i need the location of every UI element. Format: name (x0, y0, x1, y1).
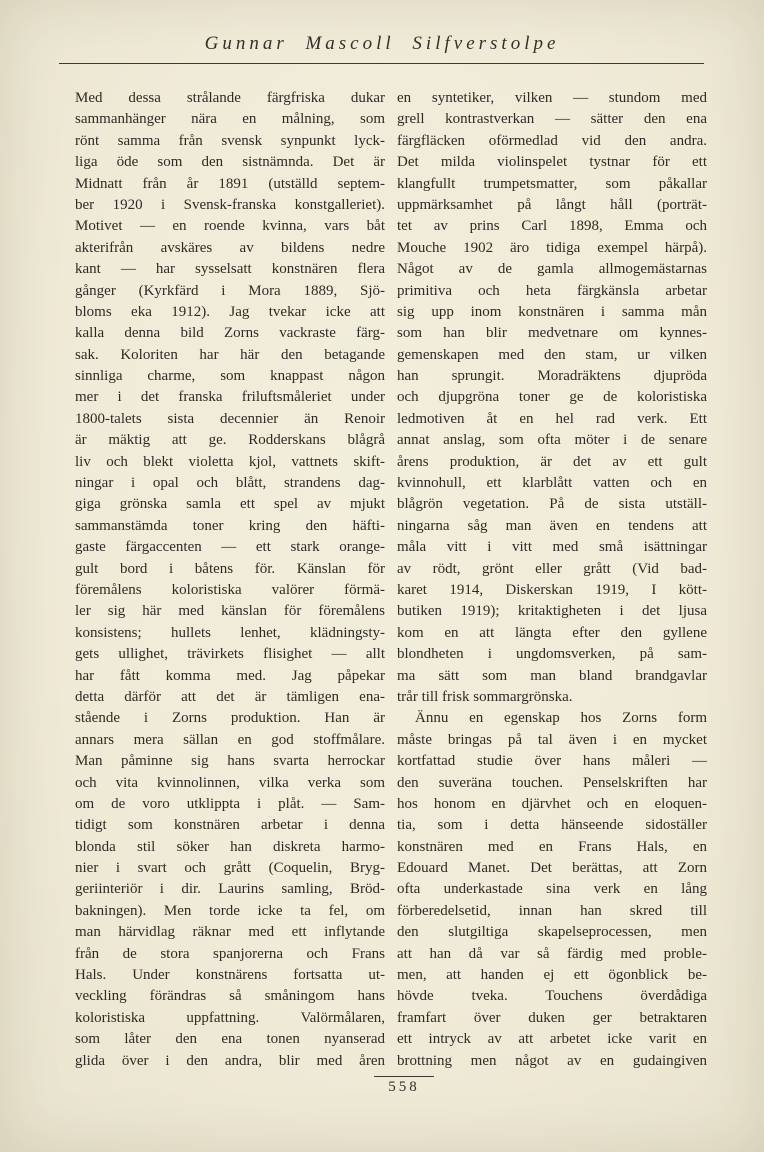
text-line: hövde tveka. Touchens överdådiga (397, 988, 707, 1005)
text-line: kom en att längta efter den gyllene (397, 624, 707, 641)
text-line: han sprungit. Moradräktens djupröda (397, 368, 707, 385)
text-line: klangfullt trumpetsmatter, som påkallar (397, 175, 707, 192)
text-line: mer i det franska friluftsmåleriet under (75, 389, 385, 406)
text-line: ler sig här med känslan för föremålens (75, 603, 385, 620)
text-line: blondheten i ungdomsverken, på sam- (397, 646, 707, 663)
text-line: karet 1914, Diskerskan 1919, I kött- (397, 581, 707, 598)
text-columns (75, 88, 707, 1072)
text-line: giga grönska samla ett spel av mjukt (75, 496, 385, 513)
text-line: blågrön vegetation. På de sista utställ- (397, 496, 707, 513)
text-line: Midnatt från år 1891 (utställd septem- (75, 175, 385, 192)
text-line: 1800-talets sista decennier än Renoir (75, 410, 385, 427)
text-line: kalla denna bild Zorns vackraste färg- (75, 325, 385, 342)
text-line: stående i Zorns produktion. Han är (75, 710, 385, 727)
text-line: bloms eka 1912). Jag tvekar icke att (75, 303, 385, 320)
text-line: konstnären med en Frans Hals, en (397, 838, 707, 855)
text-line: blonda stil söker han diskreta harmo- (75, 838, 385, 855)
text-line: av rödt, grönt eller grått (Vid bad- (397, 560, 707, 577)
page-number-rule (374, 1076, 434, 1077)
text-line: nier i svart och grått (Coquelin, Bryg- (75, 860, 385, 877)
text-line: gånger (Kyrkfärd i Mora 1889, Sjö- (75, 282, 385, 299)
running-head: Gunnar Mascoll Silfverstolpe (204, 33, 560, 54)
text-line: förberedelsetid, innan han skred till (397, 902, 707, 919)
text-line: liv och blekt violetta kjol, vattnets skift- (75, 453, 385, 470)
text-line: Mouche 1902 äro tidiga exempel härpå). (397, 239, 707, 256)
text-line: Något av de gamla allmogemästarnas (397, 261, 707, 278)
text-line: sig upp inom konstnären i samma mån (397, 303, 707, 320)
text-line: butiken 1919); kritaktigheten i det ljusa (397, 603, 707, 620)
text-line: ma sätt som man bland brandgavlar (397, 667, 707, 684)
text-line: Det milda violinspelet tystnar för ett (397, 154, 707, 171)
text-line: och djupgröna toner ge de koloristiska (397, 389, 707, 406)
text-line: ledmotiven åt en hel rad verk. Ett (397, 410, 707, 427)
text-line: bakningen). Men torde icke ta fel, om (75, 902, 385, 919)
text-line: framfart över duken ger betraktaren (397, 1009, 707, 1026)
text-line: måla vitt i vitt med små isättningar (397, 539, 707, 556)
right-column (397, 88, 707, 1072)
text-line: ber 1920 i Svensk-franska konstgalleriet). (75, 196, 385, 213)
text-line: koloristiska uppfattning. Valörmålaren, (75, 1009, 385, 1026)
text-line: sak. Koloriten har här den betagande (75, 346, 385, 363)
text-line: gaste färgaccenten — ett stark orange- (75, 539, 385, 556)
text-line: geriinteriör i dir. Laurins samling, Bröd- (75, 881, 385, 898)
text-line: glida över i den andra, blir med åren (75, 1052, 385, 1069)
text-line: detta därför att det är tämligen ena- (75, 688, 385, 705)
text-line: Hals. Under konstnärens fortsatta ut- (75, 967, 385, 984)
text-line: Man påminne sig hans svarta herrockar (75, 753, 385, 770)
text-line: man härvidlag räknar med ett inflytande (75, 924, 385, 941)
text-line: från de stora spanjorerna och Frans (75, 945, 385, 962)
text-line: en syntetiker, vilken — stundom med (397, 90, 707, 106)
text-line: är mäktig att ge. Rodderskans blågrå (75, 432, 385, 449)
text-line: Med dessa strålande färgfriska dukar (75, 90, 385, 106)
text-line: Ännu en egenskap hos Zorns form (415, 710, 707, 727)
text-line: liga öde som den sistnämnda. Det är (75, 154, 385, 171)
text-line: konsistens; hullets lenhet, klädningsty- (75, 624, 385, 641)
text-line: primitiva och heta färgkänsla arbetar (397, 282, 707, 299)
text-line: som han blir medvetnare om kynnes- (397, 325, 707, 342)
text-line: annat anslag, som ofta möter i de senare (397, 432, 707, 449)
text-line: ningar i opal och blått, strandens dag- (75, 475, 385, 492)
text-line: ett intryck av att arbetet icke varit en (397, 1031, 707, 1048)
text-line: brottning men något av en gudaingiven (397, 1052, 707, 1069)
left-column (75, 88, 385, 1072)
text-line: hos honom en djärvhet och en eloquen- (397, 795, 707, 812)
text-line: rönt samma från svensk synpunkt lyck- (75, 132, 385, 149)
text-line: att han då var så färdig med proble- (397, 945, 707, 962)
text-line: sinnliga charme, som knappast någon (75, 368, 385, 385)
text-line: sammanstämda toner kring den häfti- (75, 517, 385, 534)
text-line: årens produktion, är det av ett gult (397, 453, 707, 470)
text-line: annars mera sällan en god stoffmålare. (75, 731, 385, 748)
text-line: och vita kvinnolinnen, vilka verka som (75, 774, 385, 791)
text-line: tidigt som konstnären arbetar i denna (75, 817, 385, 834)
text-line: kant — har sysselsatt konstnären flera (75, 261, 385, 278)
text-line: tia, som i detta hänseende sidoställer (397, 817, 707, 834)
text-line: färgfläcken oförmedlad vid den andra. (397, 132, 707, 149)
text-line: som låter den ena tonen nyanserad (75, 1031, 385, 1048)
text-line: Edouard Manet. Det berättas, att Zorn (397, 860, 707, 877)
text-line: ningarna såg man även en tendens att (397, 517, 707, 534)
text-line: måste bringas på tal även i en mycket (397, 731, 707, 748)
text-line: om de voro utklippta i plåt. — Sam- (75, 795, 385, 812)
text-line: kortfattad studie över hans måleri — (397, 753, 707, 770)
text-line: men, att handen ej ett ögonblick be- (397, 967, 707, 984)
page-number: 558 (388, 1079, 420, 1095)
text-line: ofta underkastade sina verk en lång (397, 881, 707, 898)
text-line: trår till frisk sommargrönska. (397, 688, 573, 705)
text-line: sammanhänger nära en målning, som (75, 111, 385, 128)
text-line: har fått komma med. Jag påpekar (75, 667, 385, 684)
text-line: grell kontrastverkan — sätter den ena (397, 111, 707, 128)
text-line: gets ullighet, trävirkets flisighet — allt (75, 646, 385, 663)
text-line: veckling förändras så småningom hans (75, 988, 385, 1005)
page-number-block (374, 1076, 434, 1096)
text-line: gemenskapen med den stam, ur vilken (397, 346, 707, 363)
text-line: gult bord i båtens för. Känslan för (75, 560, 385, 577)
header-rule (59, 63, 704, 64)
text-line: föremålens koloristiska valörer förmä- (75, 581, 385, 598)
text-line: den slutgiltiga skapelseprocessen, men (397, 924, 707, 941)
text-line: Motivet — en roende kvinna, vars båt (75, 218, 385, 235)
text-line: uppmärksamhet på långt håll (porträt- (397, 196, 707, 213)
text-line: den suveräna touchen. Penselskriften har (397, 774, 707, 791)
text-line: akterifrån avskäres av bildens nedre (75, 239, 385, 256)
text-line: tet av prins Carl 1898, Emma och (397, 218, 707, 235)
text-line: kvinnohull, ett klarblått vatten och en (397, 475, 707, 492)
